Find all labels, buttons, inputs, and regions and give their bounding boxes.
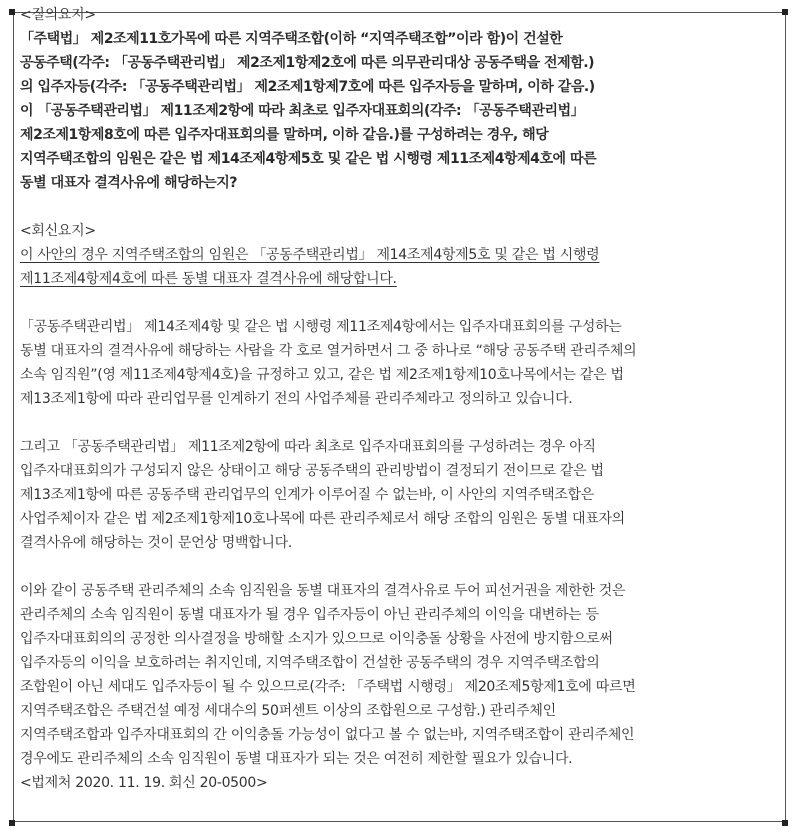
- paragraph-line: 「공동주택관리법」 제14조제4항 및 같은 법 시행령 제11조제4항에서는 입주자대표회의를 구성하는: [20, 319, 622, 335]
- question-line: 지역주택조합의 임원은 같은 법 제14조제4항제5호 및 같은 법 시행령 제11조제4항제4호에 따른: [20, 151, 597, 167]
- question-section: [20, 27, 790, 195]
- paragraph-line: 지역주택조합과 입주자대표회의 간 이익충돌 가능성이 없다고 볼 수 없는바, 지역주택조합이 관리주체인: [20, 727, 635, 743]
- paragraph-line: 경우에도 관리주체의 소속 임직원이 동별 대표자가 되는 것은 여전히 제한할 필요가 있습니다.: [20, 751, 573, 767]
- paragraph-line: 지역주택조합은 주택건설 예정 세대수의 50퍼센트 이상의 조합원으로 구성함.) 관리주체인: [20, 703, 556, 719]
- reason-paragraph: [20, 315, 790, 411]
- answer-section: [20, 243, 790, 291]
- question-line: 제2조제1항제8호에 따른 입주자대표회의를 말하며, 이하 같음.)를 구성하려는 경우, 해당: [20, 127, 549, 143]
- frame-corner-marker: [9, 820, 15, 826]
- paragraph-line: 입주자대표회의가 구성되지 않은 상태이고 해당 공동주택의 관리방법이 결정되기 전이므로 같은 법: [20, 463, 604, 479]
- question-line: 의 입주자등(각주: 「공동주택관리법」 제2조제1항제7호에 따른 입주자등을 말하며, 이하 같음.): [20, 79, 595, 95]
- paragraph-line: 동별 대표자의 결격사유에 해당하는 사람을 각 호로 열거하면서 그 중 하나로 “해당 공동주택 관리주체의: [20, 343, 637, 359]
- answer-line: 이 사안의 경우 지역주택조합의 임원은 「공동주택관리법」 제14조제4항제5호 및 같은 법 시행령: [20, 247, 600, 263]
- question-line: 「주택법」 제2조제11호가목에 따른 지역주택조합(이하 “지역주택조합”이라 함)이 건설한: [20, 31, 563, 47]
- paragraph-line: 제13조제1항에 따라 관리업무를 인계하기 전의 사업주체를 관리주체라고 정의하고 있습니다.: [20, 391, 573, 407]
- frame-corner-marker: [782, 820, 788, 826]
- document-body: [20, 3, 790, 795]
- question-line: 동별 대표자 결격사유에 해당하는지?: [20, 175, 238, 191]
- frame-corner-marker: [9, 9, 15, 15]
- paragraph-line: 소속 임직원”(영 제11조제4항제4호)을 규정하고 있고, 같은 법 제2조제1항제10호나목에서는 같은 법: [20, 367, 624, 383]
- reason-paragraph: [20, 435, 790, 555]
- paragraph-line: 이와 같이 공동주택 관리주체의 소속 임직원을 동별 대표자의 결격사유로 두어 피선거권을 제한한 것은: [20, 583, 626, 599]
- paragraph-line: 사업주체이자 같은 법 제2조제1항제10호나목에 따른 관리주체로서 해당 조합의 임원은 동별 대표자의: [20, 511, 625, 527]
- paragraph-line: 제13조제1항에 따른 공동주택 관리업무의 인계가 이루어질 수 없는바, 이 사안의 지역주택조합은: [20, 487, 594, 503]
- reason-paragraph: [20, 579, 790, 771]
- question-line: 공동주택(각주: 「공동주택관리법」 제2조제1항제2호에 따른 의무관리대상 공동주택을 전제함.): [20, 55, 595, 71]
- paragraph-line: 관리주체의 소속 임직원이 동별 대표자가 될 경우 입주자등이 아닌 관리주체의 이익을 대변하는 등: [20, 607, 599, 623]
- question-heading: <질의요지>: [20, 7, 96, 23]
- paragraph-line: 입주자등의 이익을 보호하려는 취지인데, 지역주택조합이 건설한 공동주택의 경우 지역주택조합의: [20, 655, 600, 671]
- paragraph-line: 그리고 「공동주택관리법」 제11조제2항에 따라 최초로 입주자대표회의를 구성하려는 경우 아직: [20, 439, 596, 455]
- answer-line: 제11조제4항제4호에 따른 동별 대표자 결격사유에 해당합니다.: [20, 271, 397, 287]
- paragraph-line: 조합원이 아닌 세대도 입주자등이 될 수 있으므로(각주: 「주택법 시행령」 제20조제5항제1호에 따르면: [20, 679, 636, 695]
- paragraph-line: 입주자대표회의의 공정한 의사결정을 방해할 소지가 있으므로 이익충돌 상황을 사전에 방지함으로써: [20, 631, 613, 647]
- answer-heading: <회신요지>: [20, 223, 96, 239]
- question-line: 이 「공동주택관리법」 제11조제2항에 따라 최초로 입주자대표회의(각주: 「공동주택관리법」: [20, 103, 585, 119]
- paragraph-line: 결격사유에 해당하는 것이 문언상 명백합니다.: [20, 535, 293, 551]
- source-citation: <법제처 2020. 11. 19. 회신 20-0500>: [20, 775, 268, 791]
